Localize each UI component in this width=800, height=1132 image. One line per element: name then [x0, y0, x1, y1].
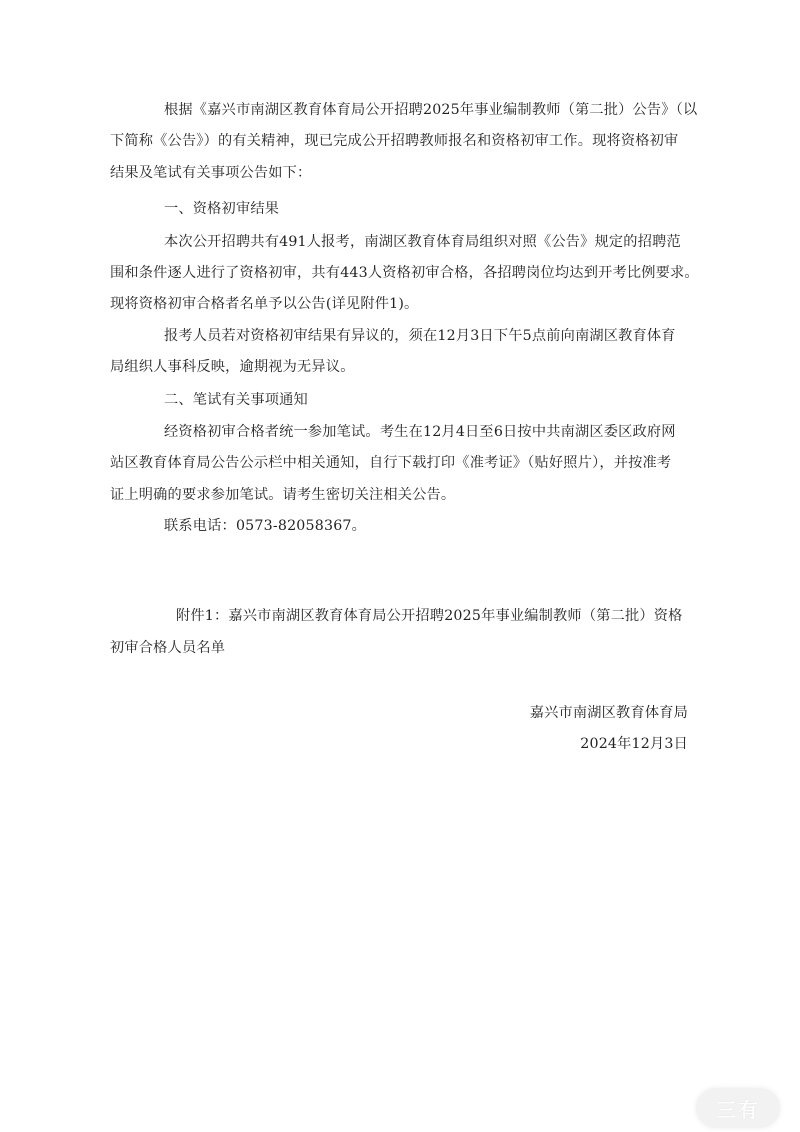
- attachment-line-1: 附件1：嘉兴市南湖区教育体育局公开招聘2025年事业编制教师（第二批）资格: [176, 608, 683, 624]
- section2-heading: 二、笔试有关事项通知: [164, 392, 308, 408]
- watermark-badge: [696, 1088, 780, 1128]
- contact-line: 联系电话：0573-82058367。: [164, 518, 367, 534]
- section1-para2-line-2: 局组织人事科反映，逾期视为无异议。: [110, 359, 355, 375]
- section2-para1-line-2: 站区教育体育局公告公示栏中相关通知，自行下载打印《准考证》（贴好照片），并按准考: [110, 455, 672, 471]
- section1-para1-line-1: 本次公开招聘共有491人报考，南湖区教育体育局组织对照《公告》规定的招聘范: [164, 234, 681, 250]
- section1-para1-line-2: 围和条件逐人进行了资格初审，共有443人资格初审合格，各招聘岗位均达到开考比例要求。: [110, 265, 699, 281]
- signature-date: 2024年12月3日: [580, 736, 688, 752]
- intro-line-3: 结果及笔试有关事项公告如下：: [110, 165, 312, 181]
- watermark-text: 三有: [716, 1097, 760, 1122]
- section2-para1-line-3: 证上明确的要求参加笔试。请考生密切关注相关公告。: [110, 487, 456, 503]
- section1-para2-line-1: 报考人员若对资格初审结果有异议的，须在12月3日下午5点前向南湖区教育体育: [164, 328, 676, 344]
- section1-para1-line-3: 现将资格初审合格者名单予以公告(详见附件1)。: [110, 296, 419, 312]
- intro-line-2: 下简称《公告》）的有关精神，现已完成公开招聘教师报名和资格初审工作。现将资格初审: [110, 133, 679, 149]
- intro-line-1: 根据《嘉兴市南湖区教育体育局公开招聘2025年事业编制教师（第二批）公告》（以: [164, 102, 698, 118]
- section1-heading: 一、资格初审结果: [164, 201, 280, 217]
- section2-para1-line-1: 经资格初审合格者统一参加笔试。考生在12月4日至6日按中共南湖区委区政府网: [164, 424, 676, 440]
- attachment-line-2: 初审合格人员名单: [110, 640, 226, 656]
- signature-org: 嘉兴市南湖区教育体育局: [529, 705, 688, 721]
